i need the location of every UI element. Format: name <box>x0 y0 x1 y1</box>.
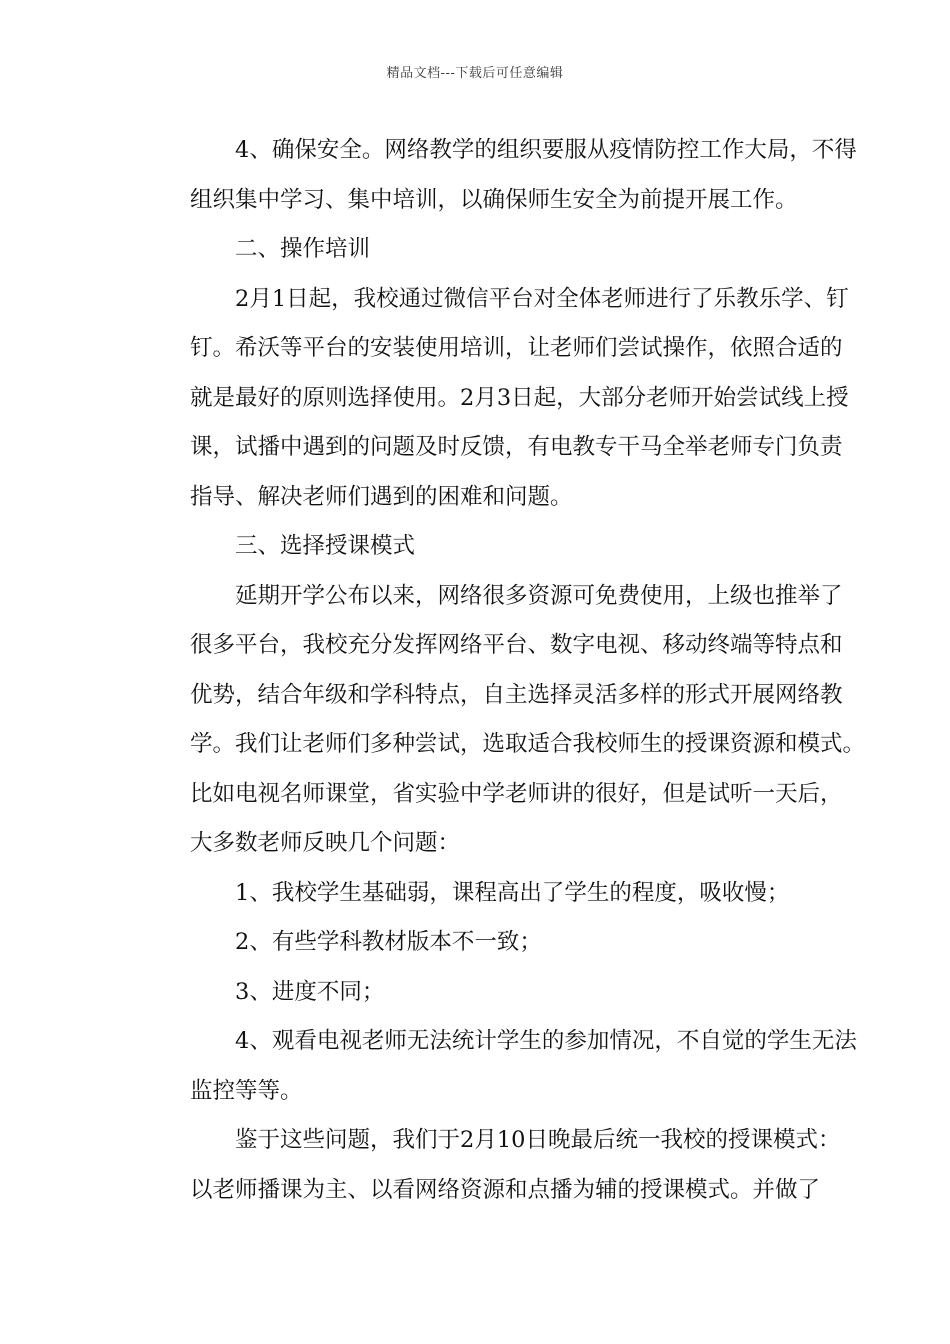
text-line: 优势，结合年级和学科特点，自主选择灵活多样的形式开展网络教 <box>190 681 843 708</box>
text-line: 2月1日起，我校通过微信平台对全体老师进行了乐教乐学、钉 <box>235 285 849 312</box>
text-line: 2、有些学科教材版本不一致； <box>235 929 542 955</box>
text-line: 钉。希沃等平台的安装使用培训，让老师们尝试操作，依照合适的 <box>190 335 843 361</box>
paragraph-training-details <box>145 275 849 523</box>
text-line: 学。我们让老师们多种尝试，选取适合我校师生的授课资源和模式。 <box>190 731 866 757</box>
paragraph-mode-selection <box>145 572 866 869</box>
text-line: 就是最好的原则选择使用。2月3日起，大部分老师开始尝试线上授 <box>190 384 849 411</box>
list-item-problem-1 <box>145 869 805 919</box>
document-body <box>145 126 866 1215</box>
section-heading-operation-training <box>145 225 805 275</box>
text-line: 以老师播课为主、以看网络资源和点播为辅的授课模式。并做了 <box>190 1176 821 1203</box>
text-line: 延期开学公布以来，网络很多资源可免费使用，上级也推举了 <box>235 582 843 609</box>
text-line: 二、操作培训 <box>235 236 371 262</box>
text-line: 鉴于这些问题，我们于2月10日晚最后统一我校的授课模式： <box>235 1127 841 1153</box>
section-heading-teaching-mode <box>145 522 805 572</box>
text-line: 比如电视名师课堂，省实验中学老师讲的很好，但是试听一天后， <box>190 780 843 807</box>
text-line: 4、观看电视老师无法统计学生的参加情况，不自觉的学生无法 <box>235 1028 857 1054</box>
text-line: 很多平台，我校充分发挥网络平台、数字电视、移动终端等特点和 <box>190 632 843 658</box>
text-line: 4、确保安全。网络教学的组织要服从疫情防控工作大局，不得 <box>235 137 857 163</box>
text-line: 大多数老师反映几个问题： <box>190 830 461 856</box>
text-line: 三、选择授课模式 <box>235 533 416 559</box>
list-item-problem-4 <box>145 1017 857 1116</box>
text-line: 监控等等。 <box>190 1077 303 1104</box>
text-line: 指导、解决老师们遇到的困难和问题。 <box>190 483 573 510</box>
paragraph-ensure-safety <box>145 126 857 225</box>
text-line: 组织集中学习、集中培训，以确保师生安全为前提开展工作。 <box>190 186 798 213</box>
page-header: 精品文档---下载后可任意编辑 <box>386 66 564 81</box>
text-line: 课，试播中遇到的问题及时反馈，有电教专干马全举老师专门负责 <box>190 434 843 460</box>
text-line: 1、我校学生基础弱，课程高出了学生的程度，吸收慢； <box>235 879 790 906</box>
list-item-problem-2 <box>145 918 805 968</box>
text-line: 3、进度不同； <box>235 978 385 1005</box>
paragraph-conclusion <box>145 1116 841 1215</box>
list-item-problem-3 <box>145 968 805 1018</box>
